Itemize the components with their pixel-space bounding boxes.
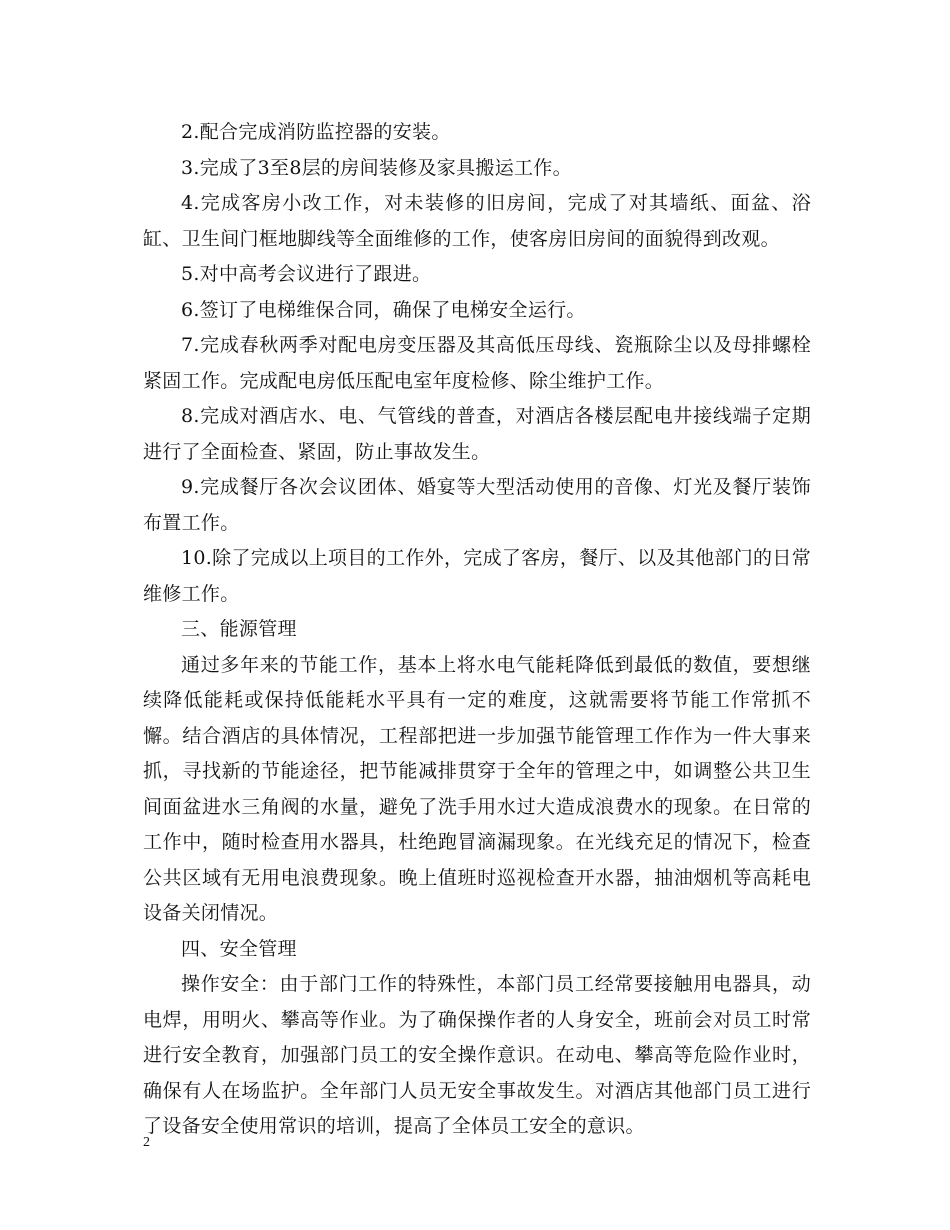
- list-item: 6.签订了电梯维保合同，确保了电梯安全运行。: [181, 298, 586, 321]
- list-item: 2.配合完成消防监控器的安装。: [181, 121, 451, 143]
- list-item: 7.完成春秋两季对配电房变压器及其高低压母线、瓷瓶除尘以及母排螺栓紧固工作。完成配电房低压配电室年度检修、除尘维护工作。: [143, 334, 811, 392]
- body-paragraph: 操作安全：由于部门工作的特殊性，本部门员工经常要接触用电器具，动电焊，用明火、攀高等作业。为了确保操作者的人身安全，班前会对员工时常进行安全教育，加强部门员工的安全操作意识。在动电、攀高等危险作业时，确保有人在场监护。全年部门人员无安全事故发生。对酒店其他部门员工进行了设备安全使用常识的培训，提高了全体员工安全的意识。: [143, 973, 811, 1137]
- list-item: 9.完成餐厅各次会议团体、婚宴等大型活动使用的音像、灯光及餐厅装饰布置工作。: [143, 476, 811, 534]
- list-item: 8.完成对酒店水、电、气管线的普查，对酒店各楼层配电井接线端子定期进行了全面检查、紧固，防止事故发生。: [143, 405, 811, 463]
- page-number: 2: [143, 1135, 150, 1150]
- list-item: 3.完成了3至8层的房间装修及家具搬运工作。: [181, 156, 572, 179]
- section-heading-energy: 三、能源管理: [181, 618, 297, 640]
- list-item: 5.对中高考会议进行了跟进。: [181, 263, 432, 285]
- list-item: 10.除了完成以上项目的工作外，完成了客房，餐厅、以及其他部门的日常维修工作。: [143, 547, 811, 605]
- document-body: [143, 115, 811, 1145]
- body-paragraph: 通过多年来的节能工作，基本上将水电气能耗降低到最低的数值，要想继续降低能耗或保持低能耗水平具有一定的难度，这就需要将节能工作常抓不懈。结合酒店的具体情况，工程部把进一步加强节能管理工作作为一件大事来抓，寻找新的节能途径，把节能减排贯穿于全年的管理之中，如调整公共卫生间面盆进水三角阀的水量，避免了洗手用水过大造成浪费水的现象。在日常的工作中，随时检查用水器具，杜绝跑冒滴漏现象。在光线充足的情况下，检查公共区域有无用电浪费现象。晚上值班时巡视检查开水器，抽油烟机等高耗电设备关闭情况。: [143, 653, 811, 924]
- section-heading-safety: 四、安全管理: [181, 937, 297, 960]
- list-item: 4.完成客房小改工作，对未装修的旧房间，完成了对其墙纸、面盆、浴缸、卫生间门框地脚线等全面维修的工作，使客房旧房间的面貌得到改观。: [143, 192, 811, 250]
